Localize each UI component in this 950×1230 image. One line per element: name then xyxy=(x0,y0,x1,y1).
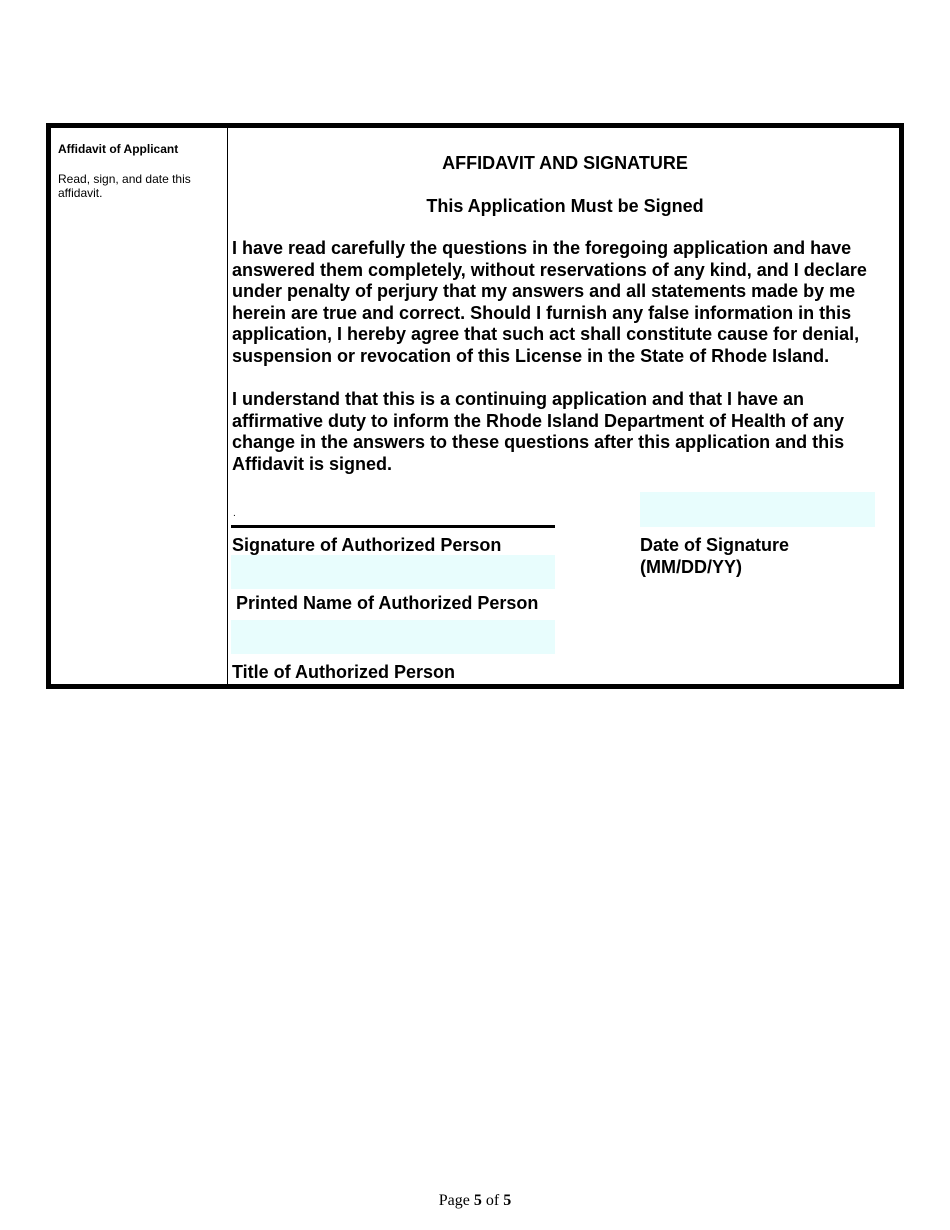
affidavit-section xyxy=(46,123,904,689)
page-separator: of xyxy=(485,1192,500,1209)
affidavit-heading: AFFIDAVIT AND SIGNATURE xyxy=(442,153,688,173)
sidebar-title: Affidavit of Applicant xyxy=(58,142,179,156)
sidebar-instructions: Read, sign, and date this affidavit. xyxy=(58,172,191,200)
signature-mark: . xyxy=(233,508,236,519)
current-page: 5 xyxy=(473,1192,482,1209)
date-of-signature-label: Date of Signature (MM/DD/YY) xyxy=(640,535,790,577)
title-field[interactable] xyxy=(231,620,555,654)
total-pages: 5 xyxy=(503,1192,512,1209)
printed-name-field[interactable] xyxy=(231,555,555,589)
declaration-paragraph: I have read carefully the questions in the foregoing application and have answered them completely, without reservations of any kind, and I declare under penalty of perjury that my answers and all statements made by me herein are true and correct. Should I furnish any false information in this application, I hereby agree that such act shall constitute cause for denial, suspension or revocation of this License in the State of Rhode Island. xyxy=(232,238,867,366)
date-of-signature-field[interactable] xyxy=(640,492,875,527)
signature-line[interactable] xyxy=(231,525,555,528)
title-label: Title of Authorized Person xyxy=(232,662,456,682)
printed-name-label: Printed Name of Authorized Person xyxy=(236,593,539,613)
signature-label: Signature of Authorized Person xyxy=(232,535,502,555)
page-number xyxy=(0,1192,950,1210)
page-prefix: Page xyxy=(438,1192,470,1209)
continuing-duty-paragraph: I understand that this is a continuing application and that I have an affirmative duty to inform the Rhode Island Department of Health of any change in the answers to these questions after this application and this Affidavit is signed. xyxy=(232,389,845,474)
must-be-signed-subheading: This Application Must be Signed xyxy=(426,196,704,216)
column-divider xyxy=(227,128,228,684)
